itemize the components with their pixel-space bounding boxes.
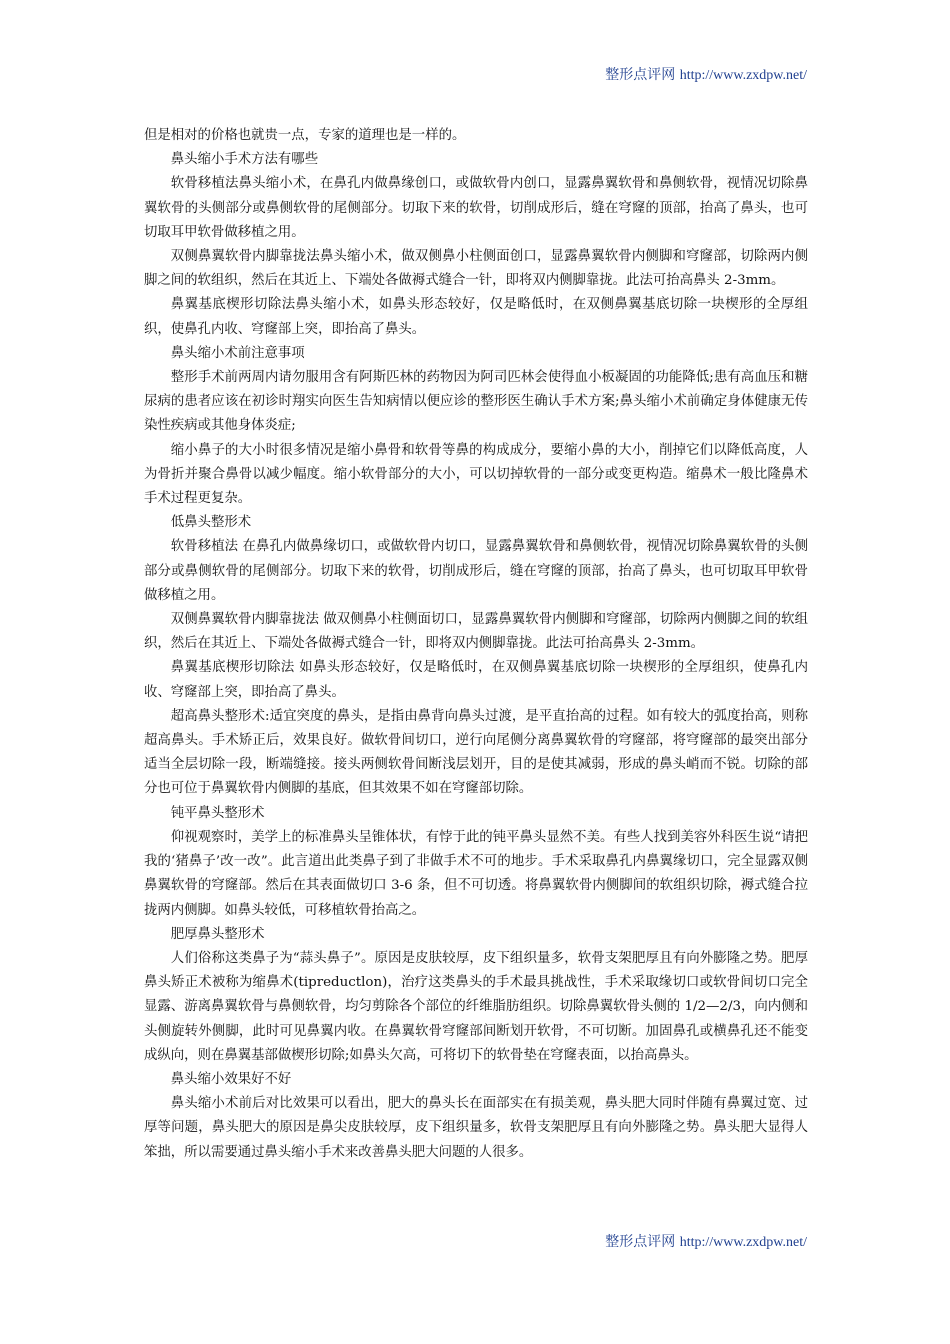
paragraph: 超高鼻头整形术:适宜突度的鼻头，是指由鼻背向鼻头过渡，是平直抬高的过程。如有较大的弧度抬高，则称超高鼻头。手术矫正后，效果良好。做软骨间切口，逆行向尾侧分离鼻翼软骨的穹窿部，将穹窿部的最突出部分适当全层切除一段，断端缝接。接头两侧软骨间断浅层划开，目的是使其减弱，形成的鼻头峭而不锐。切除的部分也可位于鼻翼软骨内侧脚的基底，但其效果不如在穹窿部切除。 (144, 708, 808, 797)
page-header (605, 64, 807, 84)
section-heading: 鼻头缩小手术方法有哪些 (170, 152, 319, 168)
header-site-name: 整形点评网 (605, 67, 676, 83)
section-heading: 钝平鼻头整形术 (170, 805, 265, 821)
paragraph: 但是相对的价格也就贵一点，专家的道理也是一样的。 (144, 128, 466, 143)
paragraph: 软骨移植法 在鼻孔内做鼻缘切口，或做软骨内切口，显露鼻翼软骨和鼻侧软骨，视情况切除鼻翼软骨的头侧部分或鼻侧软骨的尾侧部分。切取下来的软骨，切削成形后，缝在穹窿的顶部，抬高了鼻头，也可切取耳甲软骨做移植之用。 (144, 539, 808, 603)
paragraph: 人们俗称这类鼻子为“蒜头鼻子”。原因是皮肤较厚，皮下组织量多，软骨支架肥厚且有向外膨隆之势。肥厚鼻头矫正术被称为缩鼻术(tipreductlon)，治疗这类鼻头的手术最具挑战性，手术采取缘切口或软骨间切口完全显露、游离鼻翼软骨与鼻侧软骨，均匀剪除各个部位的纤维脂肪组织。切除鼻翼软骨头侧的 1/2—2/3，向内侧和头侧旋转外侧脚，此时可见鼻翼内收。在鼻翼软骨穹窿部间断划开软骨，不可切断。加固鼻孔或横鼻孔还不能变成纵向，则在鼻翼基部做楔形切除;如鼻头欠高，可将切下的软骨垫在穹窿表面，以抬高鼻头。 (144, 950, 808, 1063)
paragraph: 鼻头缩小术前后对比效果可以看出，肥大的鼻头长在面部实在有损美观，鼻头肥大同时伴随有鼻翼过宽、过厚等问题，鼻头肥大的原因是鼻尖皮肤较厚，皮下组织量多，软骨支架肥厚且有向外膨隆之势。鼻头肥大显得人笨拙，所以需要通过鼻头缩小手术来改善鼻头肥大问题的人很多。 (144, 1096, 808, 1160)
section-heading: 低鼻头整形术 (170, 515, 252, 531)
paragraph: 缩小鼻子的大小时很多情况是缩小鼻骨和软骨等鼻的构成成分，要缩小鼻的大小，削掉它们以降低高度，人为骨折并聚合鼻骨以减少幅度。缩小软骨部分的大小，可以切掉软骨的一部分或变更构造。缩鼻术一般比隆鼻术手术过程更复杂。 (144, 442, 808, 507)
footer-site-name: 整形点评网 (605, 1234, 676, 1250)
section-heading: 肥厚鼻头整形术 (170, 926, 265, 942)
paragraph: 仰视观察时，美学上的标准鼻头呈锥体状，有悖于此的钝平鼻头显然不美。有些人找到美容外科医生说“请把我的‘猪鼻子’改一改”。此言道出此类鼻子到了非做手术不可的地步。手术采取鼻孔内鼻翼缘切口，完全显露双侧鼻翼软骨的穹窿部。然后在其表面做切口 3-6 条，但不可切透。将鼻翼软骨内侧脚间的软组织切除，褥式缝合拉拢两内侧脚。如鼻头较低，可移植软骨抬高之。 (144, 829, 808, 918)
paragraph: 整形手术前两周内请勿服用含有阿斯匹林的药物因为阿司匹林会使得血小板凝固的功能降低;患有高血压和糖尿病的患者应该在初诊时翔实向医生告知病情以便应诊的整形医生确认手术方案;鼻头缩小术前确定身体健康无传染性疾病或其他身体炎症; (144, 370, 808, 434)
paragraph: 鼻翼基底楔形切除法 如鼻头形态较好，仅是略低时，在双侧鼻翼基底切除一块楔形的全厚组织，使鼻孔内收、穹窿部上突，即抬高了鼻头。 (144, 660, 808, 700)
paragraph: 软骨移植法鼻头缩小术，在鼻孔内做鼻缘创口，或做软骨内创口，显露鼻翼软骨和鼻侧软骨，视情况切除鼻翼软骨的头侧部分或鼻侧软骨的尾侧部分。切取下来的软骨，切削成形后，缝在穹窿的顶部，抬高了鼻头，也可切取耳甲软骨做移植之用。 (144, 176, 808, 240)
paragraph: 双侧鼻翼软骨内脚靠拢法鼻头缩小术，做双侧鼻小柱侧面创口，显露鼻翼软骨内侧脚和穹窿部，切除两内侧脚之间的软组织，然后在其近上、下端处各做褥式缝合一针，即将双内侧脚靠拢。此法可抬高鼻头 2-3mm。 (144, 249, 808, 289)
section-heading: 鼻头缩小效果好不好 (170, 1071, 292, 1087)
paragraph: 鼻翼基底楔形切除法鼻头缩小术，如鼻头形态较好，仅是略低时，在双侧鼻翼基底切除一块楔形的全厚组织，使鼻孔内收、穹窿部上突，即抬高了鼻头。 (144, 297, 808, 337)
paragraph: 双侧鼻翼软骨内脚靠拢法 做双侧鼻小柱侧面切口，显露鼻翼软骨内侧脚和穹窿部，切除两内侧脚之间的软组织，然后在其近上、下端处各做褥式缝合一针，即将双内侧脚靠拢。此法可抬高鼻头 2-3mm。 (144, 612, 808, 652)
footer-url[interactable]: http://www.zxdpw.net/ (679, 1235, 807, 1250)
page-footer (605, 1231, 807, 1251)
header-url[interactable]: http://www.zxdpw.net/ (679, 68, 807, 83)
section-heading: 鼻头缩小术前注意事项 (170, 345, 305, 361)
document-body (144, 124, 808, 1165)
